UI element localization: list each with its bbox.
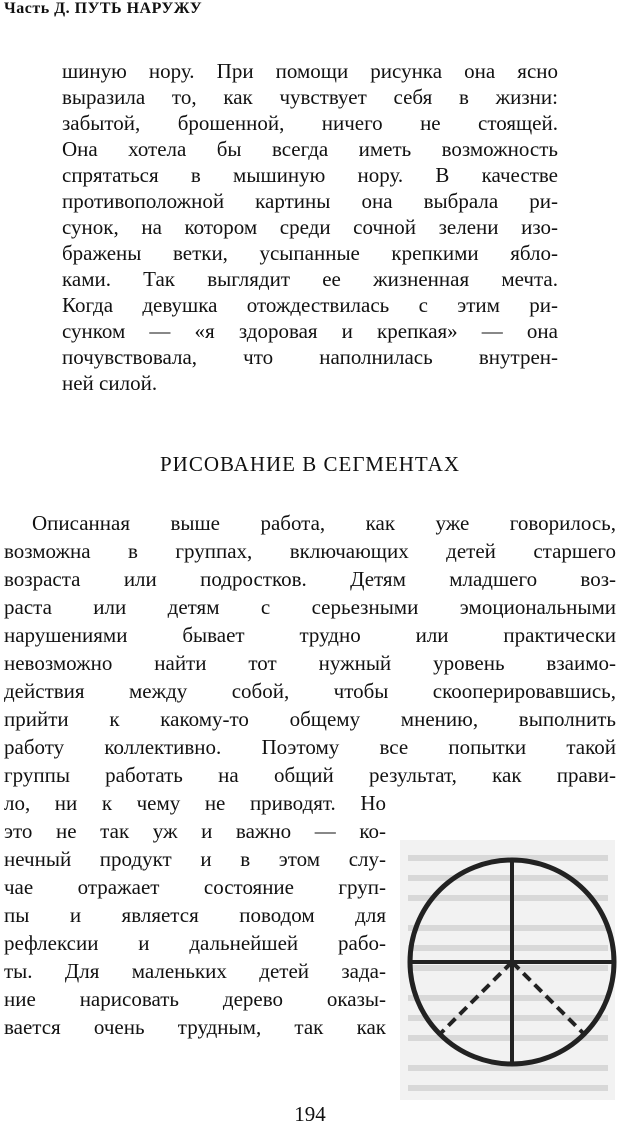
text-line: возможна в группах, включающих детей старшего [4, 539, 616, 563]
text-line: действия между собой, чтобы скооперировавшись, [4, 679, 616, 703]
text-line: нечный продукт и в этом слу- [4, 847, 386, 871]
page-number: 194 [294, 1102, 326, 1126]
text-line: Когда девушка отождествилась с этим ри- [62, 293, 558, 317]
text-line: работу коллективно. Поэтому все попытки такой [4, 735, 616, 759]
text-line: Описанная выше работа, как уже говорилось, [32, 511, 616, 535]
text-line: группы работать на общий результат, как прави- [4, 763, 616, 787]
text-line: противоположной картины она выбрала ри- [62, 189, 558, 213]
text-line: сунком — «я здоровая и крепкая» — она [62, 319, 558, 343]
text-line: раста или детям с серьезными эмоциональными [4, 595, 616, 619]
segmented-circle-drawing [370, 830, 618, 1130]
text-line: сунок, на котором среди сочной зелени изо- [62, 215, 558, 239]
text-line: спрятаться в мышиную нору. В качестве [62, 163, 558, 187]
running-head: Часть Д. ПУТЬ НАРУЖУ [4, 0, 203, 17]
section-heading: РИСОВАНИЕ В СЕГМЕНТАХ [159, 452, 460, 476]
text-line: это не так уж и важно — ко- [4, 819, 386, 843]
text-line: вается очень трудным, так как [4, 1015, 386, 1039]
text-line: ло, ни к чему не приводят. Но [4, 791, 386, 815]
text-line: возраста или подростков. Детям младшего воз- [4, 567, 616, 591]
text-line: шиную нору. При помощи рисунка она ясно [62, 59, 558, 83]
text-line: рефлексии и дальнейшей рабо- [4, 931, 386, 955]
text-line: ние нарисовать дерево оказы- [4, 987, 386, 1011]
text-line: пы и является поводом для [4, 903, 386, 927]
text-line: Она хотела бы всегда иметь возможность [62, 137, 558, 161]
text-line: ками. Так выглядит ее жизненная мечта. [62, 267, 558, 291]
text-line: нарушениями бывает трудно или практически [4, 623, 616, 647]
text-line: забытой, брошенной, ничего не стоящей. [62, 111, 558, 135]
text-line: выразила то, как чувствует себя в жизни: [62, 85, 558, 109]
text-line: почувствовала, что наполнилась внутрен- [62, 345, 558, 369]
text-line: ней силой. [62, 371, 158, 395]
segmented-circle-figure [370, 830, 618, 1130]
text-line: ты. Для маленьких детей зада- [4, 959, 386, 983]
text-line: чае отражает состояние груп- [4, 875, 386, 899]
text-line: невозможно найти тот нужный уровень взаимо- [4, 651, 616, 675]
text-line: бражены ветки, усыпанные крепкими ябло- [62, 241, 558, 265]
text-line: прийти к какому-то общему мнению, выполнить [4, 707, 616, 731]
